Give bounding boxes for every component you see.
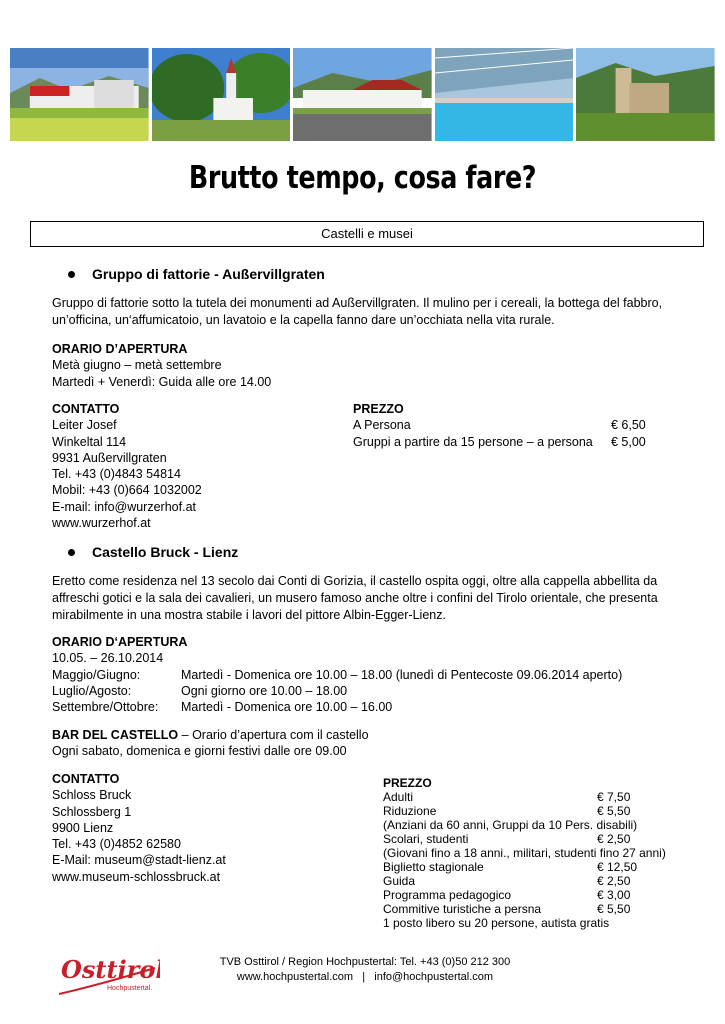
bar-label: BAR DEL CASTELLO — [52, 728, 179, 742]
price-row-value: € 5,00 — [611, 434, 646, 449]
bar-text: – Orario d’apertura com il castello — [178, 728, 369, 742]
price-label: PREZZO — [353, 402, 404, 416]
price-row-value: € 5,50 — [597, 804, 631, 818]
price-row-label: 1 posto libero su 20 persone, autista gratis — [383, 916, 610, 930]
section-heading: Castelli e musei — [30, 221, 704, 247]
footer-line2 — [215, 970, 515, 985]
hours-label: ORARIO D‘APERTURA — [52, 635, 188, 649]
schedule-period: Maggio/Giugno: — [52, 667, 141, 682]
contact-line: 9900 Lienz — [52, 820, 114, 835]
photo-hotel — [293, 48, 432, 141]
item-heading-text: Gruppo di fattorie - Außervillgraten — [92, 266, 325, 282]
contact-website[interactable]: www.museum-schlossbruck.at — [52, 869, 221, 884]
price-row-label: (Giovani fino a 18 anni., militari, studenti fino 27 anni) — [383, 846, 666, 860]
logo-sub-text: Hochpustertal. — [107, 985, 153, 992]
price-row-label: Commitive turistiche a persna — [383, 902, 542, 916]
price-note — [383, 846, 683, 860]
price-row — [383, 832, 683, 846]
price-row-value: € 6,50 — [611, 418, 646, 433]
price-note — [383, 916, 683, 930]
page-title: Brutto tempo, cosa fare? — [188, 160, 537, 196]
price-row-value: € 7,50 — [597, 790, 631, 804]
contact-website[interactable]: www.wurzerhof.at — [52, 516, 151, 531]
price-row — [353, 434, 653, 450]
price-row-label: (Anziani da 60 anni, Gruppi da 10 Pers. disabili) — [383, 818, 638, 832]
price-row-value: € 3,00 — [597, 888, 631, 902]
contact-label: CONTATTO — [52, 772, 120, 786]
photo-church — [152, 48, 291, 141]
price-row-value: € 2,50 — [597, 874, 631, 888]
price-row-value: € 2,50 — [597, 832, 631, 846]
contact-email[interactable]: E-Mail: museum@stadt-lienz.at — [52, 853, 226, 868]
schedule-row — [52, 699, 622, 715]
hours-line: Martedì + Venerdì: Guida alle ore 14.00 — [52, 374, 272, 389]
contact-line: Tel. +43 (0)4843 54814 — [52, 467, 181, 482]
bar-line — [52, 727, 369, 743]
schedule-row — [52, 683, 622, 699]
price-note — [383, 818, 683, 832]
price-row — [383, 804, 683, 818]
item-description: Eretto come residenza nel 13 secolo dai Conti di Gorizia, il castello ospita oggi, oltre alla cappella abbellita da affreschi gotici e la sala dei cavalieri, un musero famoso anche oltre i confini del Tirolo orientale, che presenta mirabilmente in una mostra stabile i lavori del pittore Albin-Egger-Lienz. — [52, 574, 658, 622]
price-block — [353, 401, 653, 450]
price-row-label: Riduzione — [383, 804, 437, 818]
bar-block — [52, 727, 369, 760]
hours-label: ORARIO D’APERTURA — [52, 342, 188, 356]
contact-block — [52, 771, 226, 885]
footer-email-link[interactable]: info@hochpustertal.com — [374, 971, 494, 983]
contact-line: Mobil: +43 (0)664 1032002 — [52, 483, 202, 498]
hours-block — [52, 341, 271, 390]
price-row-label: Scolari, studenti — [383, 832, 469, 846]
contact-block — [52, 401, 202, 531]
schedule-time: Martedì - Domenica ore 10.00 – 18.00 (lunedì di Pentecoste 09.06.2014 aperto) — [181, 667, 623, 682]
price-row-label: A Persona — [353, 418, 411, 433]
bullet-icon — [68, 271, 75, 278]
schedule-period: Luglio/Agosto: — [52, 683, 132, 698]
contact-line: Leiter Josef — [52, 418, 117, 433]
price-row — [383, 888, 683, 902]
price-row — [383, 902, 683, 916]
footer-separator: | — [362, 971, 366, 983]
price-row-label: Programma pedagogico — [383, 888, 512, 902]
hours-line: Metà giugno – metà settembre — [52, 358, 222, 373]
price-block — [383, 776, 683, 930]
price-row-label: Biglietto stagionale — [383, 860, 484, 874]
photo-castle — [576, 48, 715, 141]
footer — [215, 955, 515, 985]
logo-brand-text: Osttirol — [61, 955, 160, 984]
bullet-icon — [68, 549, 75, 556]
contact-label: CONTATTO — [52, 402, 120, 416]
price-row-label: Guida — [383, 874, 416, 888]
photo-buildings — [10, 48, 149, 141]
footer-line1: TVB Osttirol / Region Hochpustertal: Tel. +43 (0)50 212 300 — [219, 956, 511, 968]
contact-line: Tel. +43 (0)4852 62580 — [52, 837, 181, 852]
price-label: PREZZO — [383, 776, 432, 790]
footer-website-link[interactable]: www.hochpustertal.com — [236, 971, 354, 983]
bar-line2: Ogni sabato, domenica e giorni festivi dalle ore 09.00 — [52, 744, 347, 759]
price-row — [353, 417, 653, 433]
price-row — [383, 860, 683, 874]
price-row — [383, 874, 683, 888]
item-description: Gruppo di fattorie sotto la tutela dei monumenti ad Außervillgraten. Il mulino per i cereali, la bottega del fabbro, un’officina, un‘affumicatoio, un lavatoio e la capella fanno dare un’occhiata nella vita rurale. — [52, 296, 663, 327]
price-row — [383, 790, 683, 804]
contact-email[interactable]: E-mail: info@wurzerhof.at — [52, 499, 196, 514]
price-row-value: € 5,50 — [597, 902, 631, 916]
schedule-time: Martedì - Domenica ore 10.00 – 16.00 — [181, 700, 393, 715]
contact-line: Winkeltal 114 — [52, 434, 127, 449]
price-row-label: Adulti — [383, 790, 414, 804]
item-heading-fattorie — [68, 266, 325, 282]
hours-block — [52, 634, 622, 715]
schedule-period: Settembre/Ottobre: — [52, 700, 159, 715]
item-heading-castello — [68, 544, 238, 560]
osttirol-logo — [55, 950, 160, 998]
contact-line: 9931 Außervillgraten — [52, 450, 167, 465]
contact-line: Schlossberg 1 — [52, 804, 132, 819]
date-range: 10.05. – 26.10.2014 — [52, 651, 164, 666]
price-row-label: Gruppi a partire da 15 persone – a persona — [353, 434, 593, 449]
item-heading-text: Castello Bruck - Lienz — [92, 544, 239, 560]
header-photo-strip — [10, 48, 715, 141]
price-row-value: € 12,50 — [597, 860, 638, 874]
schedule-time: Ogni giorno ore 10.00 – 18.00 — [181, 683, 348, 698]
schedule-row — [52, 667, 622, 683]
photo-pool — [435, 48, 574, 141]
contact-line: Schloss Bruck — [52, 788, 132, 803]
